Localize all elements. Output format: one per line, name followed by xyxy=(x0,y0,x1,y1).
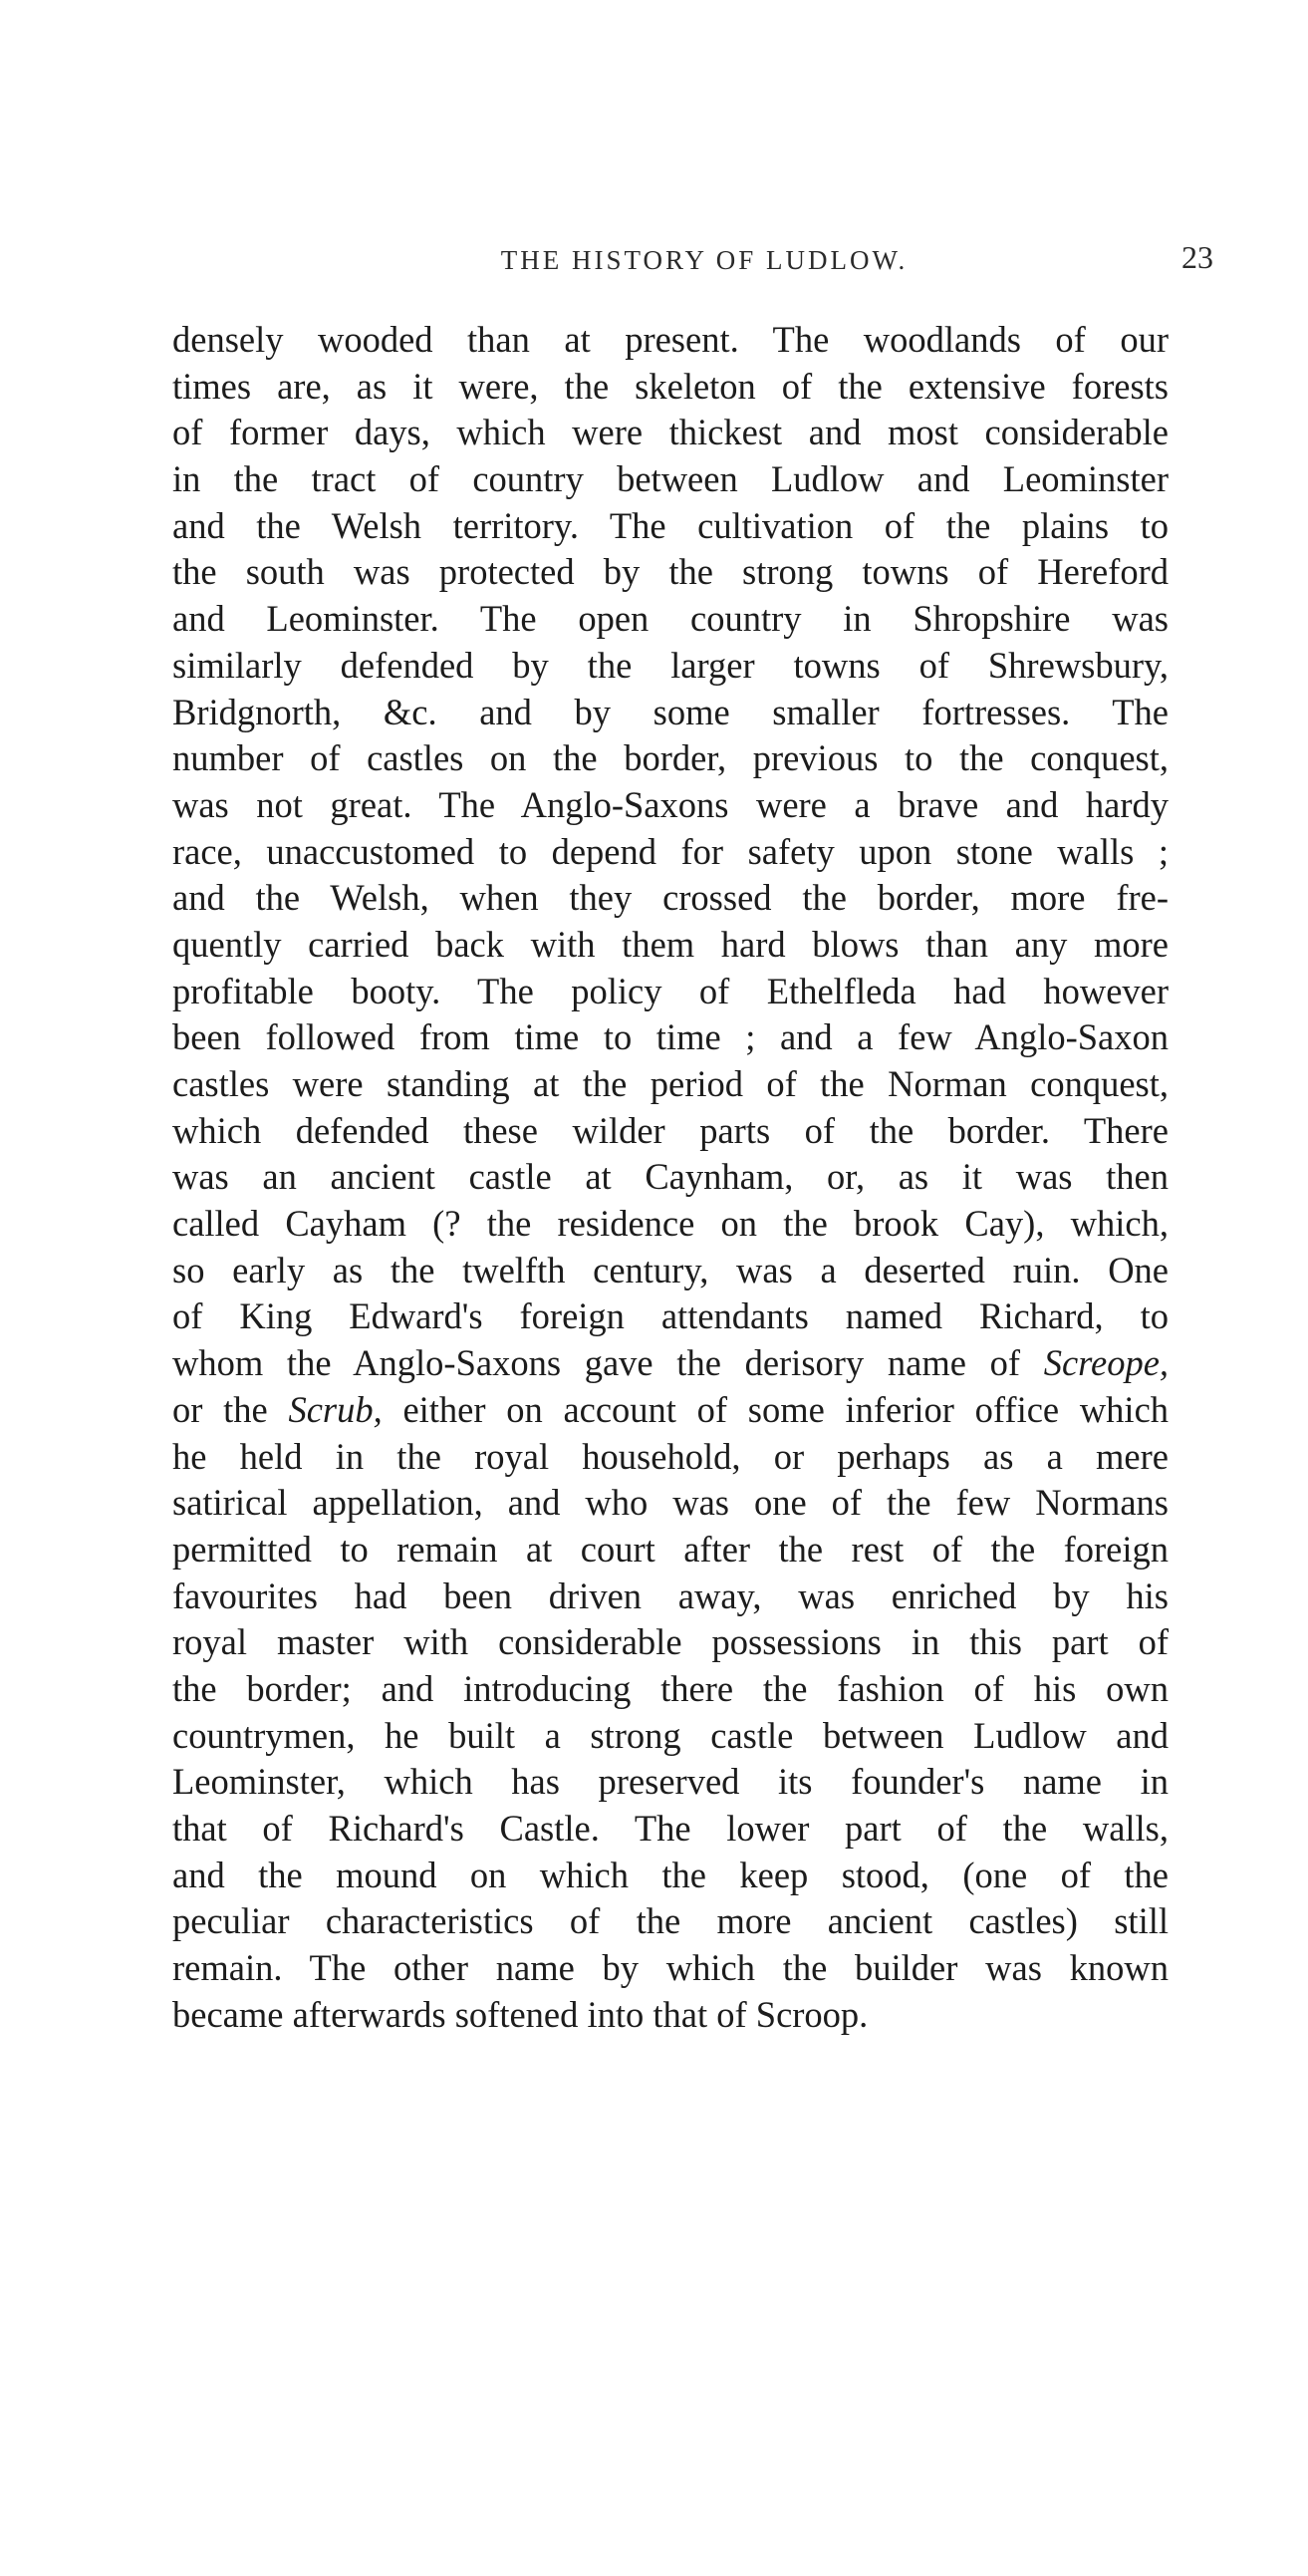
text-line-last: became afterwards softened into that of Scroop. xyxy=(172,1993,869,2035)
text-line: royal master with considerable possessions in this part of xyxy=(172,1621,1169,1663)
text-line: of King Edward's foreign attendants named Richard, to xyxy=(172,1295,1169,1337)
text-line: and Leominster. The open country in Shropshire was xyxy=(172,598,1169,640)
text-line: densely wooded than at present. The woodlands of our xyxy=(172,319,1169,360)
text-line: peculiar characteristics of the more ancient castles) still xyxy=(172,1900,1169,1942)
text-line-with-italic xyxy=(172,1340,1169,1387)
text-line-with-italic xyxy=(172,1387,1169,1434)
text-line: was not great. The Anglo-Saxons were a brave and hardy xyxy=(172,783,1169,825)
text-segment: or the xyxy=(172,1388,268,1430)
text-segment: either on account of some inferior office which xyxy=(402,1388,1170,1430)
text-line: and the Welsh territory. The cultivation of the plains to xyxy=(172,504,1169,546)
text-line: so early as the twelfth century, was a deserted ruin. One xyxy=(172,1249,1169,1290)
text-line: remain. The other name by which the builder was known xyxy=(172,1947,1169,1989)
text-line: profitable booty. The policy of Ethelfleda had however xyxy=(172,970,1169,1011)
text-line: times are, as it were, the skeleton of the extensive forests xyxy=(172,365,1169,407)
text-line: Leominster, which has preserved its founder's name in xyxy=(172,1761,1169,1803)
text-line: that of Richard's Castle. The lower part of the walls, xyxy=(172,1808,1169,1849)
text-line: and the Welsh, when they crossed the border, more fre- xyxy=(172,877,1169,919)
text-line: called Cayham (? the residence on the brook Cay), which, xyxy=(172,1203,1169,1245)
text-line: the border; and introducing there the fashion of his own xyxy=(172,1667,1169,1709)
text-line: race, unaccustomed to depend for safety upon stone walls ; xyxy=(172,830,1169,872)
running-title: THE HISTORY OF LUDLOW. xyxy=(500,245,909,275)
text-line: permitted to remain at court after the rest of the foreign xyxy=(172,1528,1169,1570)
text-line: in the tract of country between Ludlow and Leominster xyxy=(172,458,1169,500)
text-line: similarly defended by the larger towns of Shrewsbury, xyxy=(172,644,1169,686)
text-line: number of castles on the border, previous to the conquest, xyxy=(172,737,1169,779)
text-line: been followed from time to time ; and a few Anglo-Saxon xyxy=(172,1016,1169,1058)
page-number: 23 xyxy=(1181,239,1213,275)
text-line: castles were standing at the period of the Norman conquest, xyxy=(172,1063,1169,1104)
text-segment: whom the Anglo-Saxons gave the derisory name of xyxy=(172,1342,1020,1384)
text-line: which defended these wilder parts of the border. There xyxy=(172,1109,1169,1151)
text-line: Bridgnorth, &c. and by some smaller fortresses. The xyxy=(172,691,1169,732)
text-line: the south was protected by the strong towns of Hereford xyxy=(172,551,1169,593)
text-line: and the mound on which the keep stood, (one of the xyxy=(172,1854,1169,1895)
body-paragraph xyxy=(172,317,1169,2038)
text-line: satirical appellation, and who was one of the few Normans xyxy=(172,1482,1169,1524)
text-line: quently carried back with them hard blows than any more xyxy=(172,923,1169,965)
text-line: of former days, which were thickest and most considerable xyxy=(172,412,1169,453)
text-line: countrymen, he built a strong castle between Ludlow and xyxy=(172,1714,1169,1756)
italic-term-screope: Screope, xyxy=(1043,1342,1170,1384)
italic-term-scrub: Scrub, xyxy=(288,1388,383,1430)
text-line: favourites had been driven away, was enriched by his xyxy=(172,1574,1169,1616)
text-line: he held in the royal household, or perhaps as a mere xyxy=(172,1435,1169,1477)
text-line: was an ancient castle at Caynham, or, as it was then xyxy=(172,1156,1169,1198)
